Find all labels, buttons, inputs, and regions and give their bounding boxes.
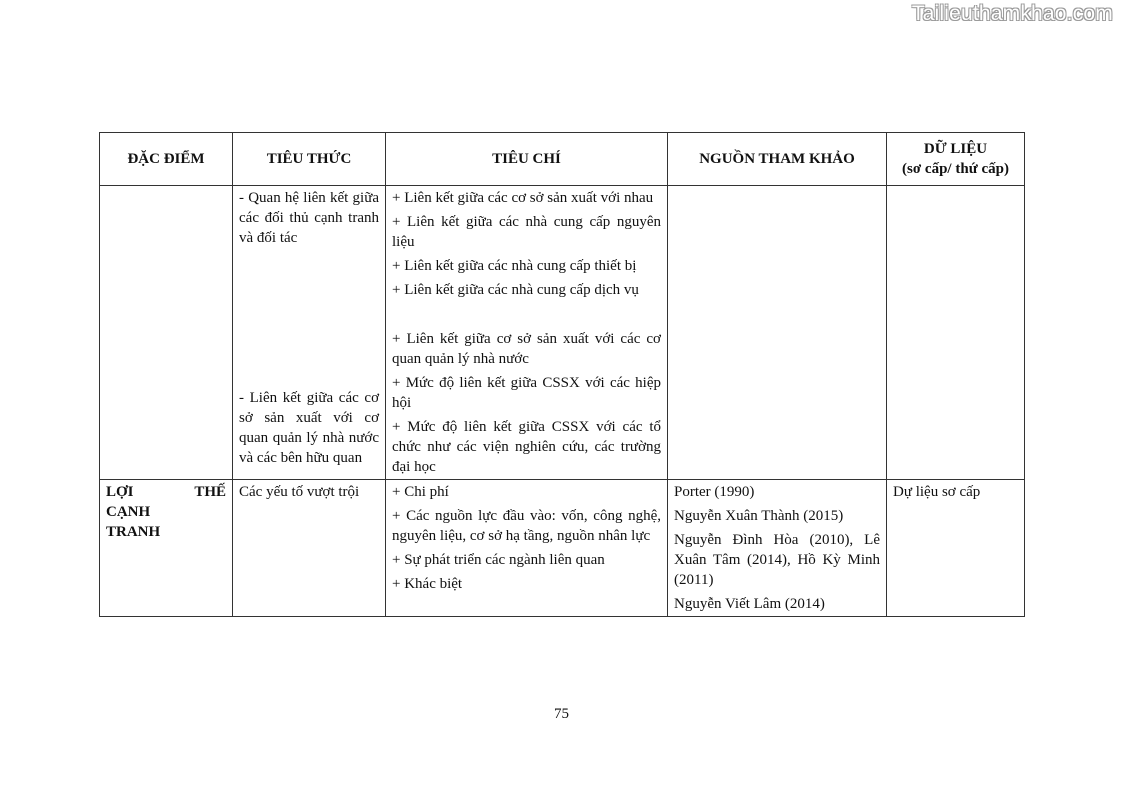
- table-row: [100, 186, 1025, 480]
- tieu-chi-item: + Liên kết giữa cơ sở sản xuất với các cơ quan quản lý nhà nước: [392, 331, 661, 367]
- cell-tieu-chi: [386, 186, 668, 480]
- tieu-thuc-item: - Quan hệ liên kết giữa các đối thủ cạnh tranh và đối tác: [239, 190, 379, 246]
- tieu-thuc-block-2: [239, 354, 379, 468]
- tieu-chi-item: + Liên kết giữa các nhà cung cấp dịch vụ: [392, 282, 639, 298]
- dac-diem-line2: CẠNH: [106, 504, 151, 520]
- criteria-table: [99, 132, 1025, 617]
- tieu-chi-item: + Mức độ liên kết giữa CSSX với các tổ chức như các viện nghiên cứu, các trường đại học: [392, 419, 661, 475]
- table-header-row: [100, 133, 1025, 186]
- cell-dac-diem: [100, 480, 233, 617]
- tieu-chi-item: + Liên kết giữa các nhà cung cấp nguyên liệu: [392, 214, 661, 250]
- table-row: [100, 480, 1025, 617]
- reference-item: Nguyễn Đình Hòa (2010), Lê Xuân Tâm (2014), Hồ Kỳ Minh (2011): [674, 532, 880, 588]
- header-dac-diem: ĐẶC ĐIỂM: [100, 133, 233, 186]
- cell-tieu-thuc: Các yếu tố vượt trội: [233, 480, 386, 617]
- header-du-lieu-line1: DỮ LIỆU: [923, 141, 988, 157]
- header-du-lieu: [887, 133, 1025, 186]
- page-number: 75: [554, 706, 569, 722]
- spacer: [392, 304, 661, 329]
- watermark-text: Tailieuthamkhao.com: [911, 2, 1113, 25]
- tieu-chi-item: + Liên kết giữa các nhà cung cấp thiết bị: [392, 258, 637, 274]
- tieu-chi-item: + Chi phí: [392, 484, 449, 500]
- cell-du-lieu-empty: [887, 186, 1025, 480]
- header-du-lieu-line2: (sơ cấp/ thứ cấp): [902, 161, 1009, 177]
- cell-dac-diem-empty: [100, 186, 233, 480]
- tieu-chi-item: + Mức độ liên kết giữa CSSX với các hiệp hội: [392, 375, 661, 411]
- tieu-thuc-block-1: [239, 188, 379, 354]
- tieu-chi-item: + Các nguồn lực đầu vào: vốn, công nghệ, nguyên liệu, cơ sở hạ tầng, nguồn nhân lực: [392, 508, 661, 544]
- reference-item: Nguyễn Viết Lâm (2014): [674, 596, 825, 612]
- header-tieu-chi: TIÊU CHÍ: [386, 133, 668, 186]
- tieu-chi-item: + Liên kết giữa các cơ sở sản xuất với nhau: [392, 190, 654, 206]
- tieu-chi-item: + Sự phát triển các ngành liên quan: [392, 552, 605, 568]
- reference-item: Porter (1990): [674, 484, 755, 500]
- dac-diem-line1: [106, 482, 226, 502]
- cell-tieu-thuc: [233, 186, 386, 480]
- reference-item: Nguyễn Xuân Thành (2015): [674, 508, 844, 524]
- dac-diem-word: LỢI: [106, 484, 134, 500]
- dac-diem-word: THẾ: [194, 484, 226, 500]
- cell-nguon-tham-khao: [668, 480, 887, 617]
- cell-tieu-chi: [386, 480, 668, 617]
- dac-diem-line3: TRANH: [106, 524, 161, 540]
- cell-du-lieu: Dự liệu sơ cấp: [887, 480, 1025, 617]
- header-nguon-tham-khao: NGUỒN THAM KHẢO: [668, 133, 887, 186]
- tieu-chi-item: + Khác biệt: [392, 576, 463, 592]
- header-tieu-thuc: TIÊU THỨC: [233, 133, 386, 186]
- cell-nguon-empty: [668, 186, 887, 480]
- tieu-thuc-item: - Liên kết giữa các cơ sở sản xuất với cơ quan quản lý nhà nước và các bên hữu quan: [239, 390, 379, 466]
